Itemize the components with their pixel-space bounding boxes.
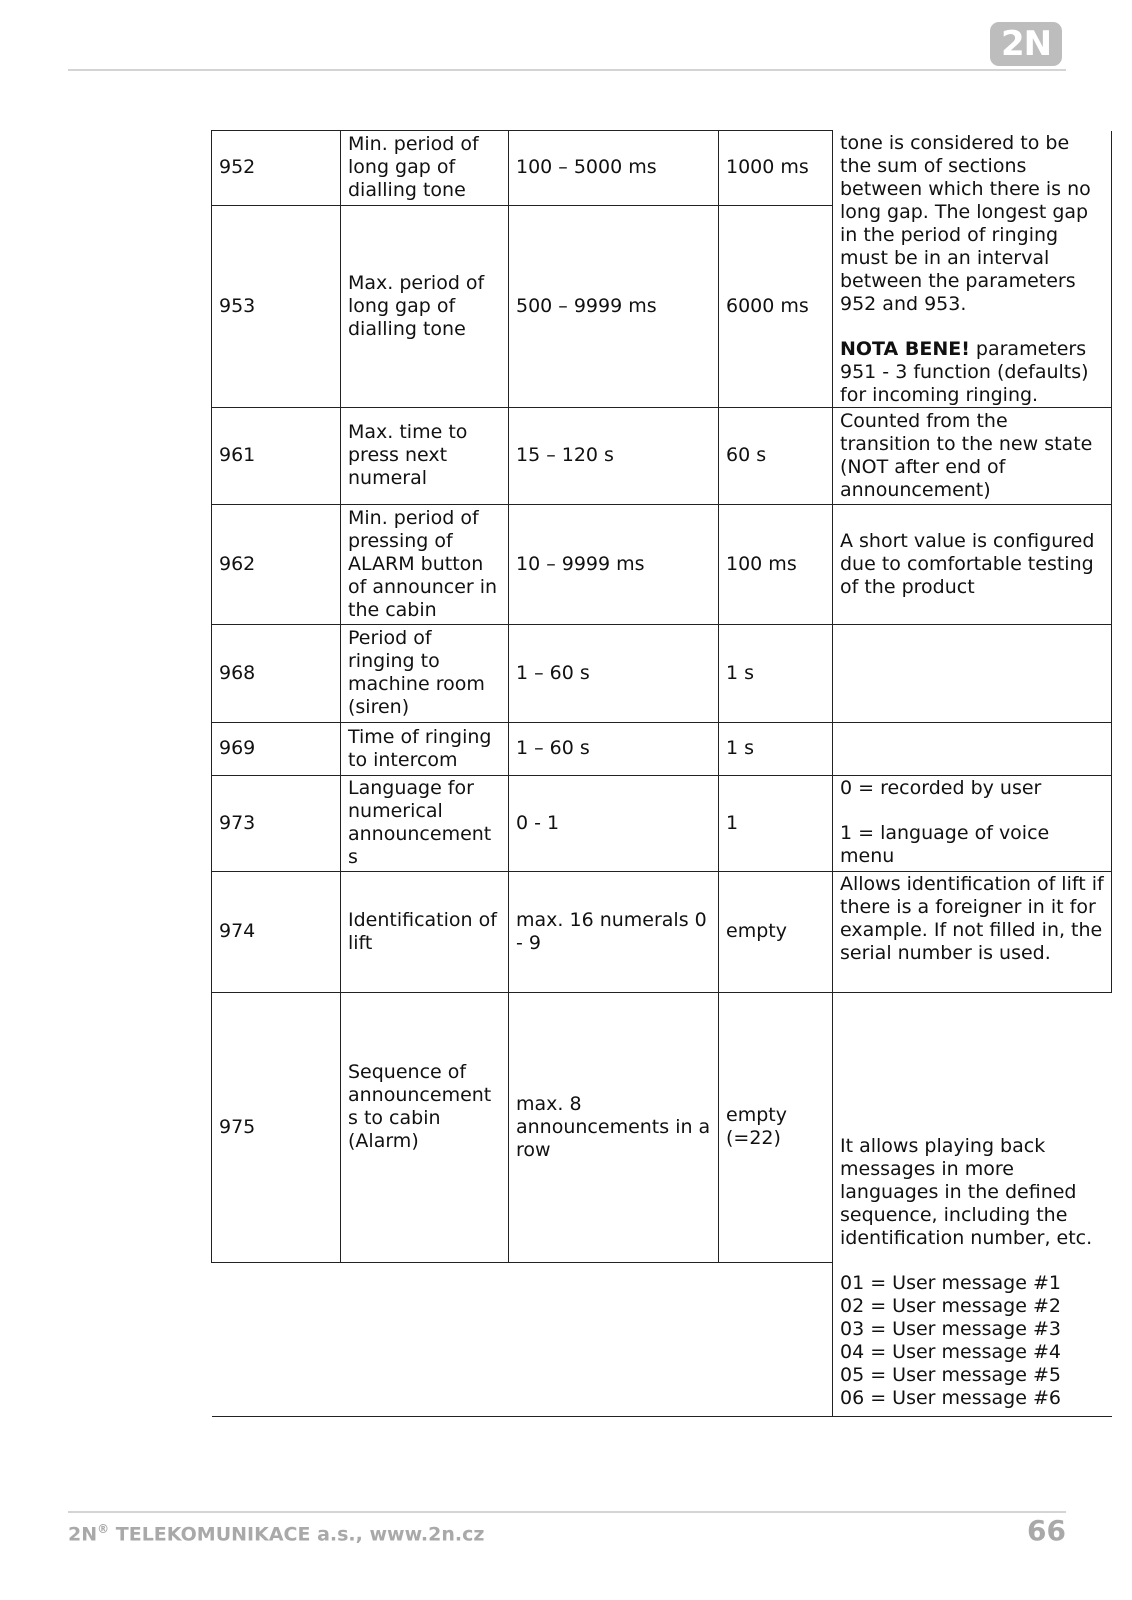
parameter-table [211, 130, 1112, 1417]
param-note: Allows identification of lift if there is a foreigner in it for example. If not filled in, the serial number is used. [833, 871, 1112, 992]
param-name: Language for numerical announcements [341, 775, 509, 871]
list-item: 06 = User message #6 [840, 1386, 1061, 1409]
param-number: 962 [212, 504, 341, 624]
param-default: 1 s [719, 624, 833, 722]
param-name: Period of ringing to machine room (siren) [341, 624, 509, 722]
param-default: 100 ms [719, 504, 833, 624]
param-default: 1 s [719, 722, 833, 775]
table-row [212, 722, 1112, 775]
param-note [833, 131, 1112, 408]
table-row [212, 871, 1112, 992]
footer-brand: 2N [68, 1523, 98, 1546]
nota-bene-label: NOTA BENE! [840, 337, 970, 360]
footer-company-text: TELEKOMUNIKACE a.s., www.2n.cz [115, 1523, 485, 1546]
param-note [833, 775, 1112, 871]
param-number: 968 [212, 624, 341, 722]
table-row [212, 131, 1112, 206]
list-item: 02 = User message #2 [840, 1294, 1061, 1317]
table-row [212, 504, 1112, 624]
param-name: Min. period of pressing of ALARM button of announcer in the cabin [341, 504, 509, 624]
param-range: max. 8 announcements in a row [509, 992, 719, 1262]
param-number: 975 [212, 992, 341, 1262]
param-range: 500 – 9999 ms [509, 205, 719, 407]
brand-logo: 2N [990, 22, 1062, 66]
param-name: Identification of lift [341, 871, 509, 992]
footer-company [68, 1522, 484, 1545]
param-number: 973 [212, 775, 341, 871]
table-row [212, 992, 1112, 1262]
list-item: 03 = User message #3 [840, 1317, 1061, 1340]
list-item: 04 = User message #4 [840, 1340, 1061, 1363]
param-name: Min. period of long gap of dialling tone [341, 131, 509, 206]
param-range: max. 16 numerals 0 - 9 [509, 871, 719, 992]
param-default: 1000 ms [719, 131, 833, 206]
param-number: 953 [212, 205, 341, 407]
param-number: 952 [212, 131, 341, 206]
list-item: 01 = User message #1 [840, 1271, 1061, 1294]
param-note: A short value is configured due to comfortable testing of the product [833, 504, 1112, 624]
param-number: 969 [212, 722, 341, 775]
empty-cell [341, 1262, 509, 1416]
param-default: 1 [719, 775, 833, 871]
table-row [212, 624, 1112, 722]
note-line: 0 = recorded by user [840, 776, 1042, 799]
message-list [840, 1272, 1105, 1410]
list-item: 05 = User message #5 [840, 1363, 1061, 1386]
table-row [212, 775, 1112, 871]
param-note: Counted from the transition to the new state (NOT after end of announcement) [833, 407, 1112, 504]
param-note [833, 722, 1112, 775]
param-name: Sequence of announcements to cabin (Alarm) [341, 992, 509, 1262]
param-name: Max. time to press next numeral [341, 407, 509, 504]
param-default: 60 s [719, 407, 833, 504]
param-number: 974 [212, 871, 341, 992]
param-name: Time of ringing to intercom [341, 722, 509, 775]
parameter-table-wrapper [211, 130, 1111, 1417]
empty-cell [509, 1262, 719, 1416]
param-range: 10 – 9999 ms [509, 504, 719, 624]
param-default: empty (=22) [719, 992, 833, 1262]
note-text: It allows playing back messages in more languages in the defined sequence, including the identification number, etc. [840, 1134, 1093, 1249]
header-divider [68, 69, 1066, 71]
nota-bene [840, 338, 1104, 407]
registered-mark: ® [97, 1522, 110, 1536]
param-default: 6000 ms [719, 205, 833, 407]
param-range: 100 – 5000 ms [509, 131, 719, 206]
footer-divider [68, 1511, 1066, 1513]
param-range: 1 – 60 s [509, 624, 719, 722]
empty-cell [212, 1262, 341, 1416]
param-range: 1 – 60 s [509, 722, 719, 775]
param-name: Max. period of long gap of dialling tone [341, 205, 509, 407]
param-number: 961 [212, 407, 341, 504]
table-row [212, 407, 1112, 504]
param-note [833, 992, 1112, 1416]
param-range: 15 – 120 s [509, 407, 719, 504]
param-default: empty [719, 871, 833, 992]
nota-bene-text: parameters 951 - 3 function (defaults) for incoming ringing. [840, 337, 1089, 406]
empty-cell [719, 1262, 833, 1416]
note-text: tone is considered to be the sum of sections between which there is no long gap. The longest gap in the period of ringing must be in an interval between the parameters 952 and 953. [840, 131, 1091, 315]
page-number: 66 [1027, 1514, 1066, 1547]
param-range: 0 - 1 [509, 775, 719, 871]
note-line: 1 = language of voice menu [840, 821, 1050, 867]
param-note [833, 624, 1112, 722]
